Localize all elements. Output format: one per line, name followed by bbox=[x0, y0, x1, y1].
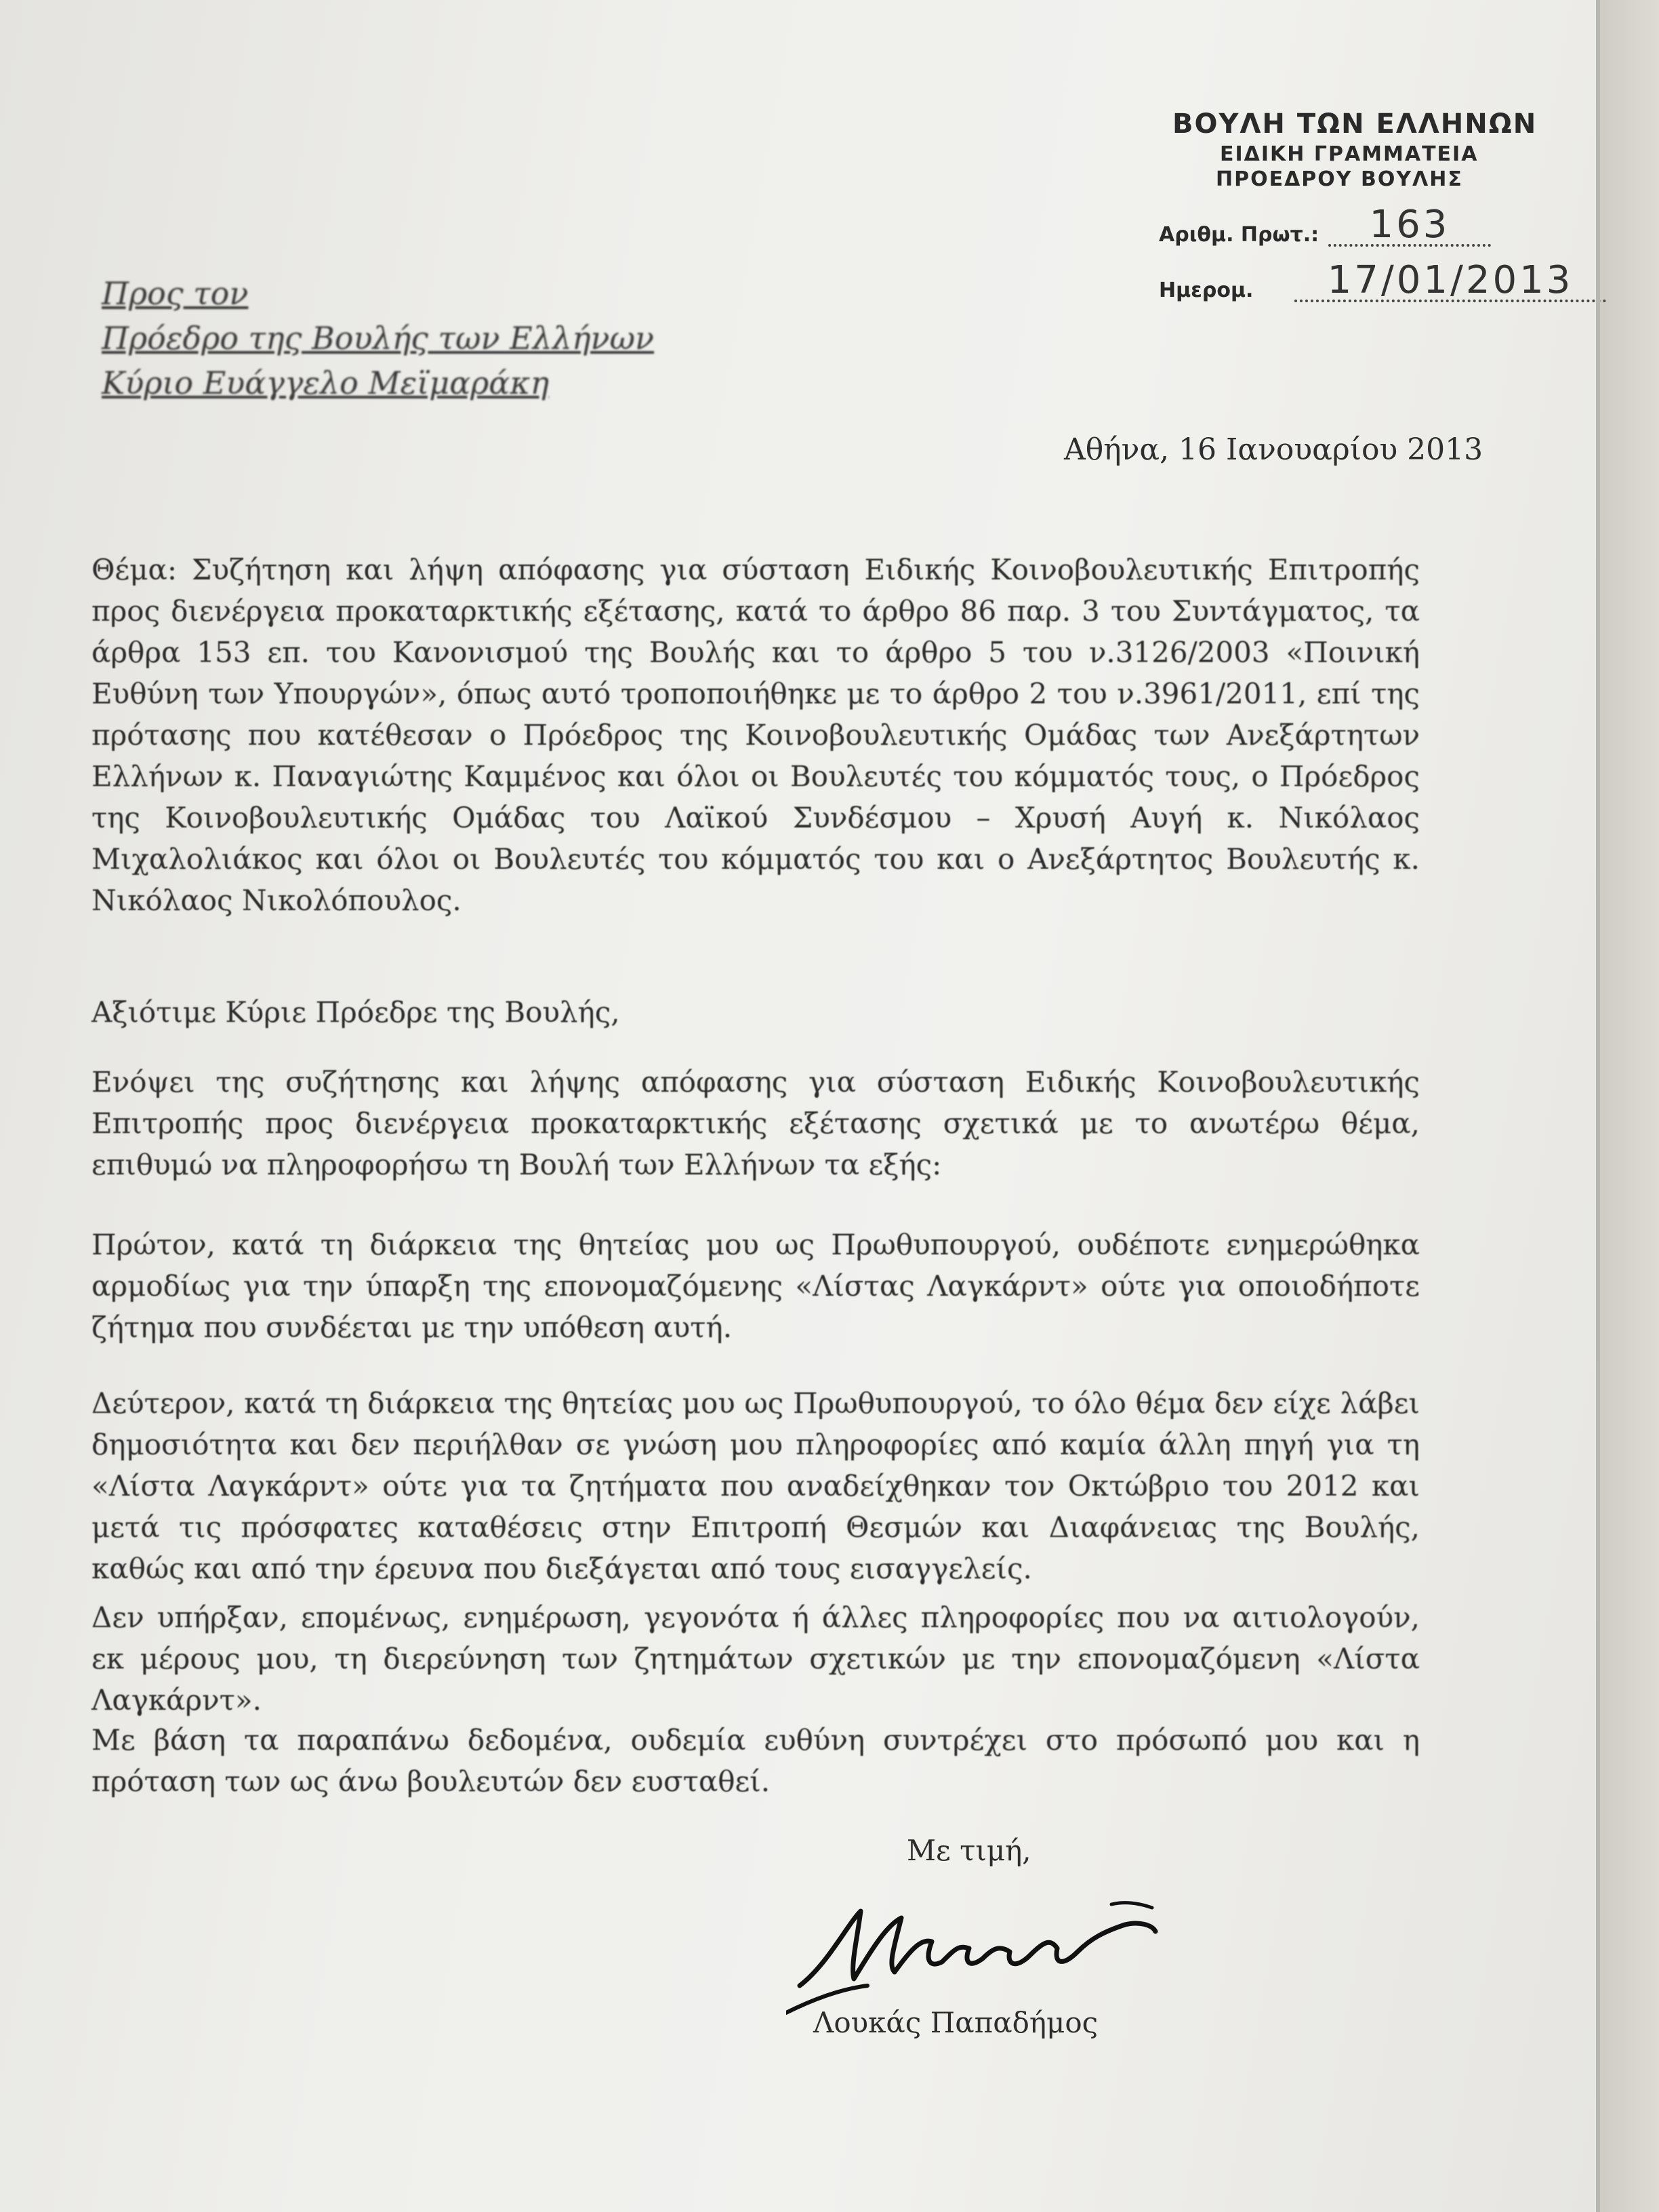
handwritten-signature bbox=[786, 1884, 1166, 2020]
underlying-page bbox=[1600, 0, 1659, 2212]
stamp-date-value: 17/01/2013 bbox=[1294, 262, 1606, 302]
subject-paragraph: Θέμα: Συζήτηση και λήψη απόφασης για σύσταση Ειδικής Κοινοβουλευτικής Επιτροπής προς διενέργεια προκαταρκτικής εξέτασης, κατά το άρθρο 86 παρ. 3 του Συντάγματος, τα άρθρα 153 επ. του Κανονισμού της Βουλής και το άρθρο 5 του ν.3126/2003 «Ποινική Ευθύνη των Υπουργών», όπως αυτό τροποποιήθηκε με το άρθρο 2 του ν.3961/2011, επί της πρότασης που κατέθεσαν ο Πρόεδρος της Κοινοβουλευτικής Ομάδας των Ανεξάρτητων Ελλήνων κ. Παναγιώτης Καμμένος και όλοι οι Βουλευτές του κόμματός τους, ο Πρόεδρος της Κοινοβουλευτικής Ομάδας του Λαϊκού Συνδέσμου – Χρυσή Αυγή κ. Νικόλαος Μιχαλολιάκος και όλοι οι Βουλευτές του κόμματός του και ο Ανεξάρτητος Βουλευτής κ. Νικόλαος Νικολόπουλος. bbox=[91, 553, 1420, 917]
recipient-line-3: Κύριο Ευάγγελο Μεϊμαράκη bbox=[102, 365, 550, 401]
paragraph-second: Δεύτερον, κατά τη διάρκεια της θητείας μου ως Πρωθυπουργού, το όλο θέμα δεν είχε λάβει δημοσιότητα και δεν περιήλθαν σε γνώση μου πληροφορίες από καμία άλλη πηγή για τη «Λίστα Λαγκάρντ» ούτε για τα ζητήματα που αναδείχθηκαν τον Οκτώβριο του 2012 και μετά τις πρόσφατες καταθέσεις στην Επιτροπή Θεσμών και Διαφάνειας της Βουλής, καθώς και από την έρευνα που διεξάγεται από τους εισαγγελείς. bbox=[91, 1387, 1420, 1585]
stamp-protocol-row bbox=[1159, 203, 1606, 247]
closing-phrase: Με τιμή, bbox=[907, 1834, 1031, 1867]
recipient-line-1: Προς τον bbox=[102, 275, 249, 312]
protocol-label: Αριθμ. Πρωτ.: bbox=[1159, 223, 1319, 247]
paragraph-intro: Ενόψει της συζήτησης και λήψης απόφασης για σύσταση Ειδικής Κοινοβουλευτικής Επιτροπής προς διενέργεια προκαταρκτικής εξέτασης σχετικά με το ανωτέρω θέμα, επιθυμώ να πληροφορήσω τη Βουλή των Ελλήνων τα εξής: bbox=[91, 1065, 1420, 1181]
paragraph-third: Δεν υπήρξαν, επομένως, ενημέρωση, γεγονότα ή άλλες πληροφορίες που να αιτιολογούν, εκ μέρους μου, τη διερεύνηση των ζητημάτων σχετικών με την επονομαζόμενη «Λίστα Λαγκάρντ». bbox=[91, 1601, 1420, 1717]
stamp-line-parliament: ΒΟΥΛΗ ΤΩΝ ΕΛΛΗΝΩΝ bbox=[1172, 108, 1538, 140]
salutation: Αξιότιμε Κύριε Πρόεδρε της Βουλής, bbox=[91, 996, 620, 1029]
stamp-line-secretariat: ΕΙΔΙΚΗ ΓΡΑΜΜΑΤΕΙΑ bbox=[1220, 142, 1479, 166]
protocol-number: 163 bbox=[1328, 206, 1491, 247]
paragraph-first: Πρώτον, κατά τη διάρκεια της θητείας μου ως Πρωθυπουργού, ουδέποτε ενημερώθηκα αρμοδίως για την ύπαρξη της επονομαζόμενης «Λίστας Λαγκάρντ» ούτε για οποιοδήποτε ζήτημα που συνδέεται με την υπόθεση αυτή. bbox=[91, 1228, 1420, 1344]
date-label: Ημερομ. bbox=[1159, 279, 1254, 302]
stamp-line-president: ΠΡΟΕΔΡΟΥ ΒΟΥΛΗΣ bbox=[1216, 167, 1463, 191]
recipient-block bbox=[102, 271, 654, 405]
recipient-line-2: Πρόεδρο της Βουλής των Ελλήνων bbox=[102, 320, 654, 356]
letter-date: Αθήνα, 16 Ιανουαρίου 2013 bbox=[1064, 432, 1483, 467]
paper-edge bbox=[1596, 0, 1600, 2212]
stamp-date-row bbox=[1159, 258, 1606, 302]
signer-name: Λουκάς Παπαδήμος bbox=[813, 2006, 1099, 2039]
paragraph-conclusion: Με βάση τα παραπάνω δεδομένα, ουδεμία ευθύνη συντρέχει στο πρόσωπό μου και η πρόταση των ως άνω βουλευτών δεν ευσταθεί. bbox=[91, 1723, 1420, 1798]
protocol-stamp bbox=[1159, 108, 1606, 302]
